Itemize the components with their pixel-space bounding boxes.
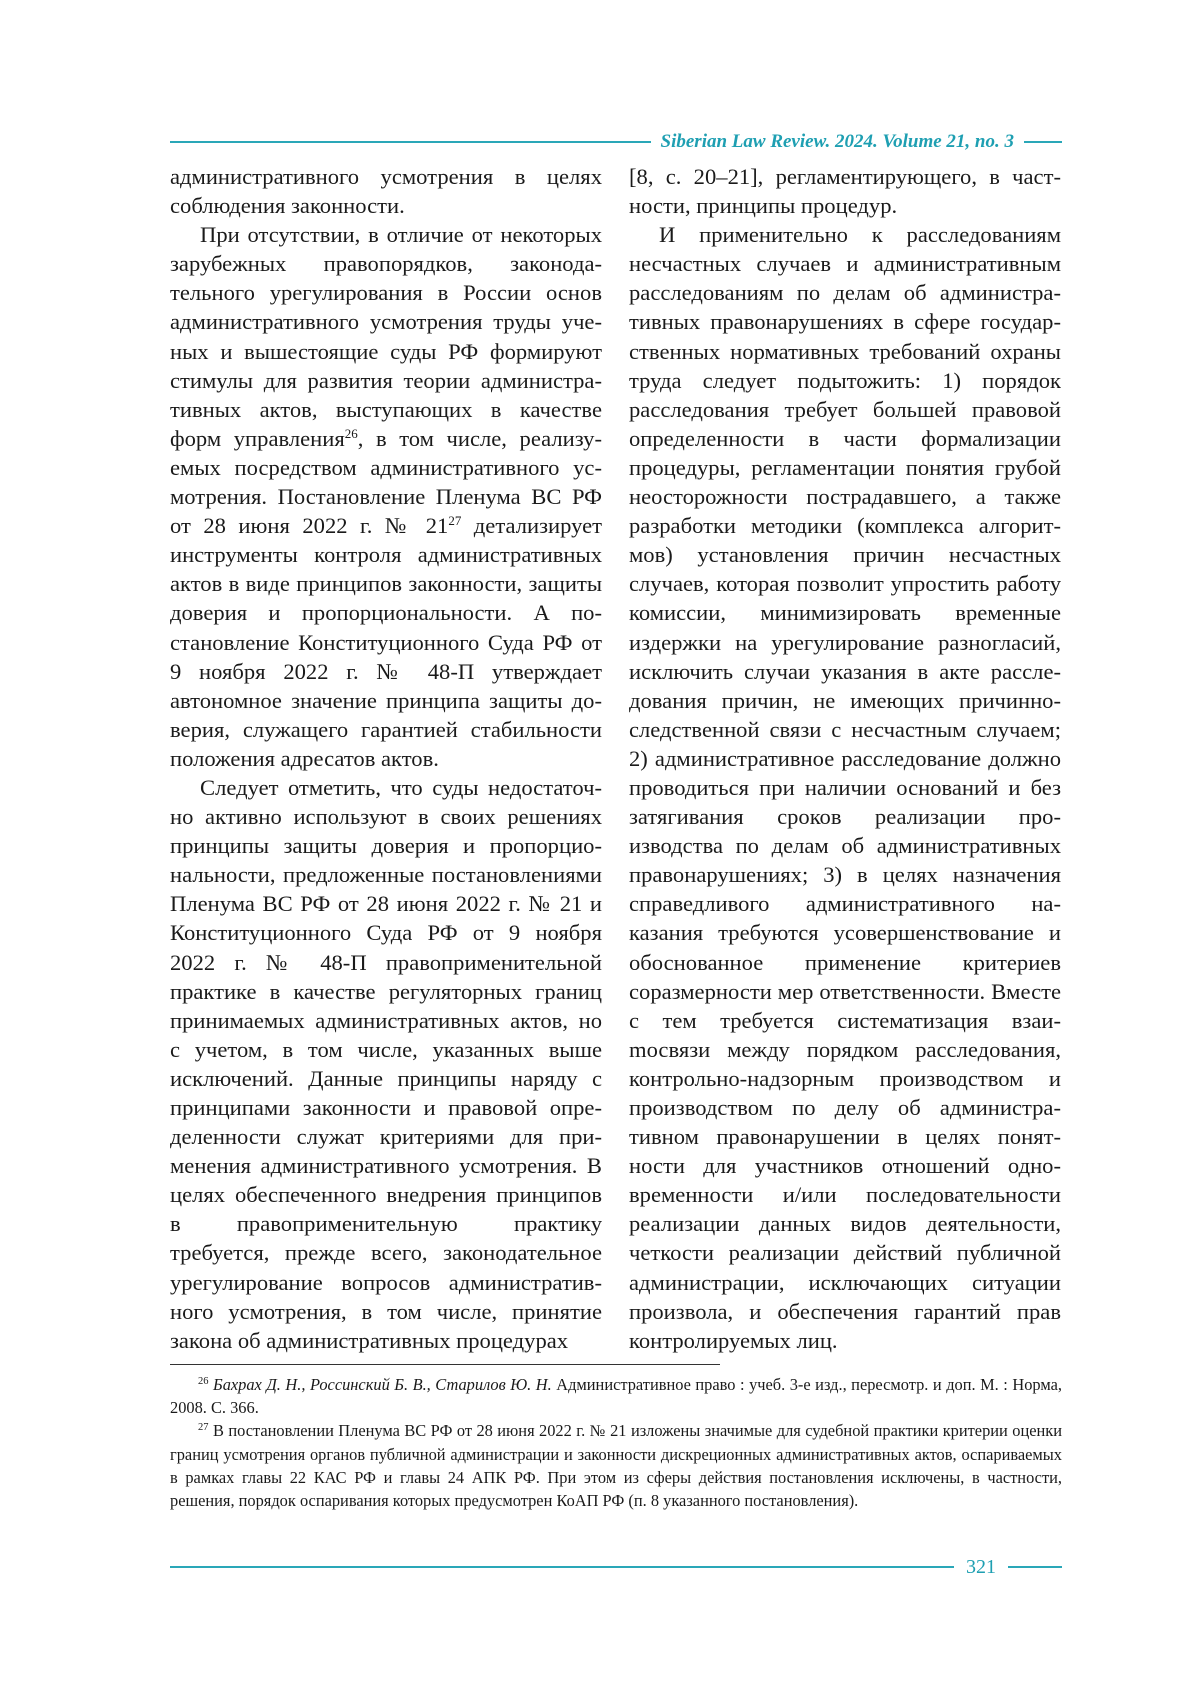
footnote-27 [170, 1419, 1062, 1512]
footnote-ref-27[interactable]: 27 [448, 513, 462, 529]
page-footer [170, 1554, 1062, 1580]
footnote-number: 27 [198, 1422, 209, 1434]
left-paragraph-3: Следует отметить, что суды недостаточно активно используют в своих решениях принципы защиты доверия и пропорциональности, предложенные постановлениями Пленума ВС РФ от 28 июня 2022 г. № 21 и Конституционного Суда РФ от 9 ноября 2022 г. № 48-П правоприменительной практике в качестве регуляторных границ принимаемых административных актов, но с учетом, в том числе, указанных выше исключений. Данные принципы наряду с принципами законности и правовой определенности служат критериями для применения административного усмотрения. В целях обеспеченного внедрения принципов в правоприменительную практику требуется, прежде всего, законодательное урегулирование вопросов административного усмотрения, в том числе, принятие закона об административных процедурах [170, 774, 602, 1353]
footer-rule-left [170, 1566, 954, 1568]
footnote-separator [170, 1364, 720, 1365]
header-rule-left [170, 141, 651, 143]
journal-title: Siberian Law Review. 2024. Volume 21, no. 3 [660, 131, 1014, 152]
footnotes [170, 1373, 1062, 1512]
running-header [170, 130, 1062, 154]
left-paragraph-2-part-b: , в том числе, реализуемых посредством административного усмотрения. Постановление Пленума ВС РФ от 28 июня 2022 г. № 21 [170, 425, 602, 539]
left-paragraph-1: административного усмотрения в целях соблюдения законности. [170, 164, 602, 219]
footnote-26 [170, 1373, 1062, 1419]
footnote-ref-26[interactable]: 26 [344, 425, 358, 441]
right-column [629, 162, 1061, 1355]
footnote-text: В постановлении Пленума ВС РФ от 28 июня 2022 г. № 21 изложены значимые для судебной практики критерии оценки границ усмотрения органов публичной администрации и законности дискреционных административных актов, оспариваемых в рамках главы 22 КАС РФ и главы 24 АПК РФ. При этом из сферы действия постановления исключены, в частности, решения, порядок оспаривания которых предусмотрен КоАП РФ (п. 8 указанного постановления). [170, 1421, 1062, 1511]
right-paragraph-2: И применительно к расследованиям несчастных случаев и административным расследованиям по делам об административных правонарушениях в сфере государственных нормативных требований охраны труда следует подытожить: 1) порядок расследования требует большей правовой определенности в части формализации процедуры, регламентации понятия грубой неосторожности пострадавшего, а также разработки методики (комплекса алгоритмов) установления причин несчастных случаев, которая позволит упростить работу комиссии, минимизировать временные издержки на урегулирование разногласий, исключить случаи указания в акте расследования причин, не имеющих причинно-следственной связи с несчастным случаем; 2) административное расследование должно проводиться при наличии оснований и без затягивания сроков реализации производства по делам об административных правонарушениях; 3) в целях назначения справедливого административного наказания требуются усовершенствование и обоснованное применение критериев соразмерности мер ответственности. Вместе с тем требуется систематизация взаиmосвязи между порядком расследования, контрольно-надзорным производством и производством по делу об административном правонарушении в целях понятности для участников отношений одновременности и/или последовательности реализации данных видов деятельности, четкости реализации действий публичной администрации, исключающих ситуации произвола, и обеспечения гарантий прав контролируемых лиц. [629, 222, 1061, 1353]
left-paragraph-2-part-a: При отсутствии, в отличие от некоторых зарубежных правопорядков, законодательного урегулирования в России основ административного усмотрения труды ученых и вышестоящие суды РФ формируют стимулы для развития теории административных актов, выступающих в качестве форм управления [170, 222, 602, 451]
right-paragraph-1: [8, с. 20–21], регламентирующего, в частности, принципы процедур. [629, 164, 1061, 219]
footnote-text: Административное право : учеб. 3-е изд., пересмотр. и доп. М. : Норма, 2008. С. 366. [170, 1375, 1062, 1418]
left-column [170, 162, 602, 1355]
header-rule-right [1024, 141, 1062, 143]
left-paragraph-2 [170, 220, 602, 773]
footer-rule-right [1008, 1566, 1062, 1568]
page-number: 321 [966, 1555, 996, 1578]
left-paragraph-2-part-c: детализирует инструменты контроля административных актов в виде принципов законности, защиты доверия и пропорциональности. А постановление Конституционного Суда РФ от 9 ноября 2022 г. № 48-П утверждает автономное значение принципа защиты доверия, служащего гарантией стабильности положения адресатов актов. [170, 513, 602, 771]
footnote-authors: Бахрах Д. Н., Россинский Б. В., Старилов Ю. Н. [213, 1375, 552, 1394]
footnote-number: 26 [198, 1376, 209, 1387]
